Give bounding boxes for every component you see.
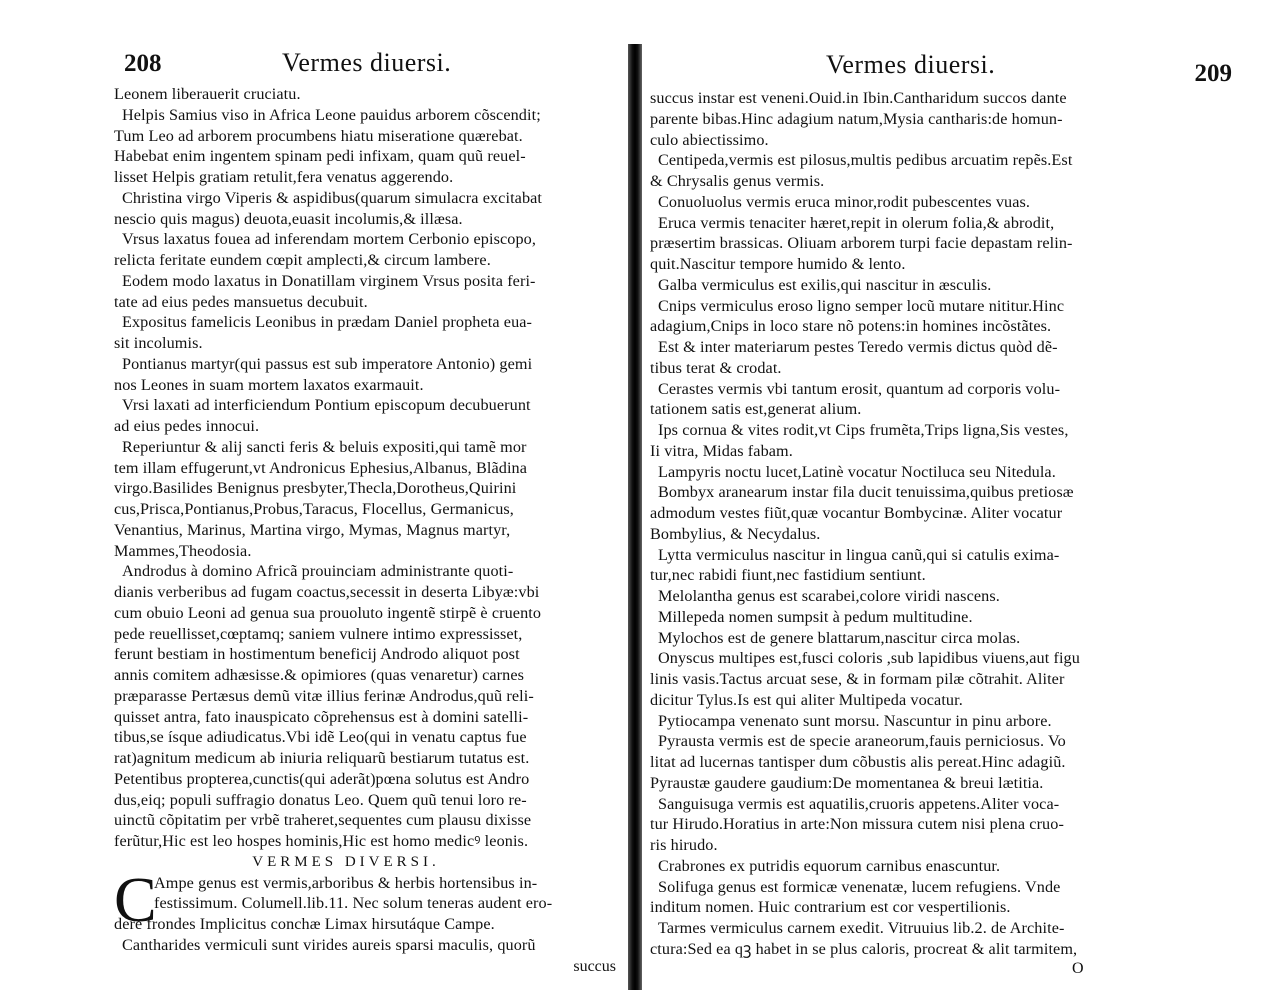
text-line: Ips cornua & vites rodit,vt Cips frumẽta,Trips ligna,Sis vestes, <box>658 421 1069 439</box>
text-line: Pytiocampa venenato sunt morsu. Nascuntur in pinu arbore. <box>658 711 1052 730</box>
text-line: Christina virgo Viperis & aspidibus(quarum simulacra excitabat <box>122 188 543 207</box>
left-page-number: 208 <box>124 50 162 77</box>
text-line: Bombylius, & Necydalus. <box>650 524 821 543</box>
text-line: Pontianus martyr(qui passus est sub imperatore Antonio) gemi <box>122 354 533 373</box>
text-line: dicitur Tylus.Is est qui aliter Multipeda vocatur. <box>650 690 963 709</box>
right-page-number: 209 <box>1194 60 1232 87</box>
text-line: Est & inter materiarum pestes Teredo vermis dictus quòd dẽ- <box>658 338 1058 356</box>
right-text-block <box>650 88 1182 960</box>
text-line: quit.Nascitur tempore humido & lento. <box>650 255 906 273</box>
text-line: Eruca vermis tenaciter hæret,repit in olerum folia,& abrodit, <box>658 213 1055 232</box>
text-line: cum obuio Leoni ad genua sua prouoluto ingentẽ stirpẽ è cruento <box>114 603 542 622</box>
text-line: festissimum. Columell.lib.11. Nec solum teneras audent ero- <box>154 894 553 913</box>
text-line: Petentibus propterea,cunctis(qui aderãt)pœna solutus est Andro <box>114 769 530 788</box>
text-line: tem illam effugerunt,vt Andronicus Ephesius,Albanus, Blãdina <box>114 458 528 477</box>
text-line: tibus,se ísque adiudicatus.Vbi idẽ Leo(qui in venatu captus fue <box>114 728 527 747</box>
text-line: tur,nec rabidi fiunt,nec fastidium sentiunt. <box>650 566 926 585</box>
text-line: quisset antra, fato inauspicato cõprehensus est à domini satelli- <box>114 707 529 726</box>
text-line: Vrsus laxatus fouea ad inferendam mortem Cerbonio episcopo, <box>122 230 536 249</box>
left-text-block <box>114 84 618 956</box>
text-line: Tum Leo ad arborem procumbens hiatu miseratione quærebat. <box>114 126 523 145</box>
text-line: Tarmes vermiculus carnem exedit. Vitruuius lib.2. de Archite- <box>658 919 1065 937</box>
text-line: Pyraustæ gaudere gaudium:De momentanea & breui lætitia. <box>650 773 1044 792</box>
left-running-head <box>114 48 618 84</box>
text-line: nescio quis magus) deuota,euasit incolumis,& illæsa. <box>114 209 463 228</box>
text-line: succus instar est veneni.Ouid.in Ibin.Cantharidum succos dante <box>650 89 1067 107</box>
text-line: Centipeda,vermis est pilosus,multis pedibus arcuatim repẽs.Est <box>658 151 1073 170</box>
text-line: Cerastes vermis vbi tantum erosit, quantum ad corporis volu- <box>658 379 1061 398</box>
text-line: tibus terat & crodat. <box>650 358 782 377</box>
right-page <box>642 0 1277 1000</box>
text-line: tationem satis est,generat alium. <box>650 400 862 419</box>
text-line: rat)agnitum medicum ab iniuria reliquarũ bestiarum tutatus est. <box>114 749 530 767</box>
text-line: Pyrausta vermis est de specie araneorum,fauis perniciosus. Vo <box>658 732 1066 751</box>
text-line: culo abiectissimo. <box>650 130 769 149</box>
text-line: Expositus famelicis Leonibus in prædam Daniel propheta eua- <box>122 313 533 332</box>
text-line: tate ad eius pedes mansuetus decubuit. <box>114 292 368 311</box>
text-line: Bombyx aranearum instar fila ducit tenuissima,quibus pretiosæ <box>658 483 1074 502</box>
text-line: Venantius, Marinus, Martina virgo, Mymas, Magnus martyr, <box>114 520 511 539</box>
text-line: Mylochos est de genere blattarum,nascitur circa molas. <box>658 628 1021 647</box>
text-line: Androdus à domino Africã prouinciam administrante quoti- <box>122 562 514 581</box>
text-line: Crabrones ex putridis equorum carnibus enascuntur. <box>658 856 1001 875</box>
text-line: litat ad lucernas tantisper dum cõbustis alis pereat.Hinc adagiũ. <box>650 753 1066 771</box>
text-line: adagium,Cnips in loco stare nõ potens:in homines incõstãtes. <box>650 317 1052 336</box>
drop-cap: C <box>114 864 157 935</box>
text-line: inditum nomen. Huic contrarium est cor vespertilionis. <box>650 898 1011 917</box>
text-line: virgo.Basilides Benignus presbyter,Thecla,Dorotheus,Quirini <box>114 479 517 498</box>
text-line: cus,Prisca,Pontianus,Probus,Taracus, Flocellus, Germanicus, <box>114 500 514 518</box>
text-line: Vrsi laxati ad interficiendum Pontium episcopum decubuerunt <box>122 396 531 415</box>
left-catchword: succus <box>573 958 616 975</box>
text-line: Ii vitra, Midas fabam. <box>650 441 793 460</box>
text-line: Habebat enim ingentem spinam pedi infixam, quam quũ reuel- <box>114 147 526 166</box>
text-line: Millepeda nomen sumpsit à pedum multitudine. <box>658 607 973 626</box>
left-page <box>0 0 628 1000</box>
text-line: Cantharides vermiculi sunt virides aureis sparsi maculis, quorũ <box>122 935 536 954</box>
text-line: Lytta vermiculus nascitur in lingua canũ,qui si catulis exima- <box>658 545 1060 564</box>
text-line: præparasse Pertæsus demũ vitæ illius ferinæ Androdus,quũ reli- <box>114 686 534 705</box>
text-line: linis vasis.Tactus arcuat sese, & in formam pilæ cõtrahit. Aliter <box>650 670 1065 688</box>
section-heading: VERMES DIVERSI. <box>252 853 440 870</box>
text-line: nos Leones in suam mortem laxatos exarmauit. <box>114 375 424 394</box>
text-line: Lampyris noctu lucet,Latinè vocatur Noctiluca seu Nitedula. <box>658 462 1056 481</box>
text-line: relicta feritate eundem cœpit amplecti,& circum lambere. <box>114 251 491 269</box>
text-line: sit incolumis. <box>114 334 203 352</box>
text-line: Helpis Samius viso in Africa Leone pauidus arborem cõscendit; <box>122 105 541 124</box>
right-catchword: O <box>1072 960 1084 977</box>
text-line: Conuoluolus vermis eruca minor,rodit pubescentes vuas. <box>658 192 1031 211</box>
text-line: ferunt bestiam in hostimentum beneficij Androdo aliquot post <box>114 645 520 664</box>
text-line: Cnips vermiculus eroso ligno semper locũ mutare nititur.Hinc <box>658 296 1065 315</box>
text-line: lisset Helpis gratiam retulit,fera venatus aggerendo. <box>114 168 454 186</box>
text-line: Reperiuntur & alij sancti feris & beluis expositi,qui tamẽ mor <box>122 437 527 456</box>
text-line: dere frondes Implicitus conchæ Limax hirsutáque Campe. <box>114 915 495 933</box>
right-running-title: Vermes diuersi. <box>826 50 996 79</box>
text-line: uinctũ cõpitatim per vrbẽ traheret,sequentes cum plausu dixisse <box>114 811 532 830</box>
left-running-title: Vermes diuersi. <box>282 48 452 77</box>
text-line: Mammes,Theodosia. <box>114 541 252 560</box>
right-running-head <box>650 48 1232 87</box>
text-line: annis comitem adhæsisse.& opimiores (quas venaretur) carnes <box>114 666 525 684</box>
text-line: pede reuellisset,cœptamq; saniem vulnere intimo expressisset, <box>114 624 523 643</box>
book-gutter <box>628 44 642 990</box>
text-line: Solifuga genus est formicæ venenatæ, lucem refugiens. Vnde <box>658 877 1061 896</box>
text-line: Eodem modo laxatus in Donatillam virginem Vrsus posita feri- <box>122 271 536 290</box>
text-line: admodum vestes fiũt,quæ vocantur Bombycinæ. Aliter vocatur <box>650 504 1063 522</box>
text-line: parente bibas.Hinc adagium natum,Mysia cantharis:de homun- <box>650 109 1063 128</box>
text-line: Sanguisuga vermis est aquatilis,cruoris appetens.Aliter voca- <box>658 794 1060 813</box>
text-line: ris hirudo. <box>650 836 718 854</box>
text-line: Galba vermiculus est exilis,qui nascitur in æsculis. <box>658 275 992 294</box>
text-line: Melolantha genus est scarabei,colore viridi nascens. <box>658 587 1000 605</box>
text-line: ad eius pedes innocui. <box>114 417 260 435</box>
text-line: præsertim brassicas. Oliuam arborem turpi facie depastam relin- <box>650 234 1073 253</box>
text-line: ferũtur,Hic est leo hospes hominis,Hic est homo medicꝰ leonis. <box>114 832 529 850</box>
text-line: Ampe genus est vermis,arboribus & herbis hortensibus in- <box>154 873 538 892</box>
text-line: ctura:Sed ea qꝫ habet in se plus caloris, procreat & alit tarmitem, <box>650 939 1078 958</box>
text-line: dus,eiq; populi suffragio donatus Leo. Quem quũ tenui loro re- <box>114 790 527 809</box>
text-line: & Chrysalis genus vermis. <box>650 172 825 190</box>
text-line: dianis verberibus ad fugam coactus,secessit in deserta Libyæ:vbi <box>114 583 540 601</box>
text-line: Leonem liberauerit cruciatu. <box>114 85 301 103</box>
text-line: tur Hirudo.Horatius in arte:Non missura cutem nisi plena cruo- <box>650 815 1064 834</box>
text-line: Onyscus multipes est,fusci coloris ,sub lapidibus viuens,aut figu <box>658 649 1080 668</box>
